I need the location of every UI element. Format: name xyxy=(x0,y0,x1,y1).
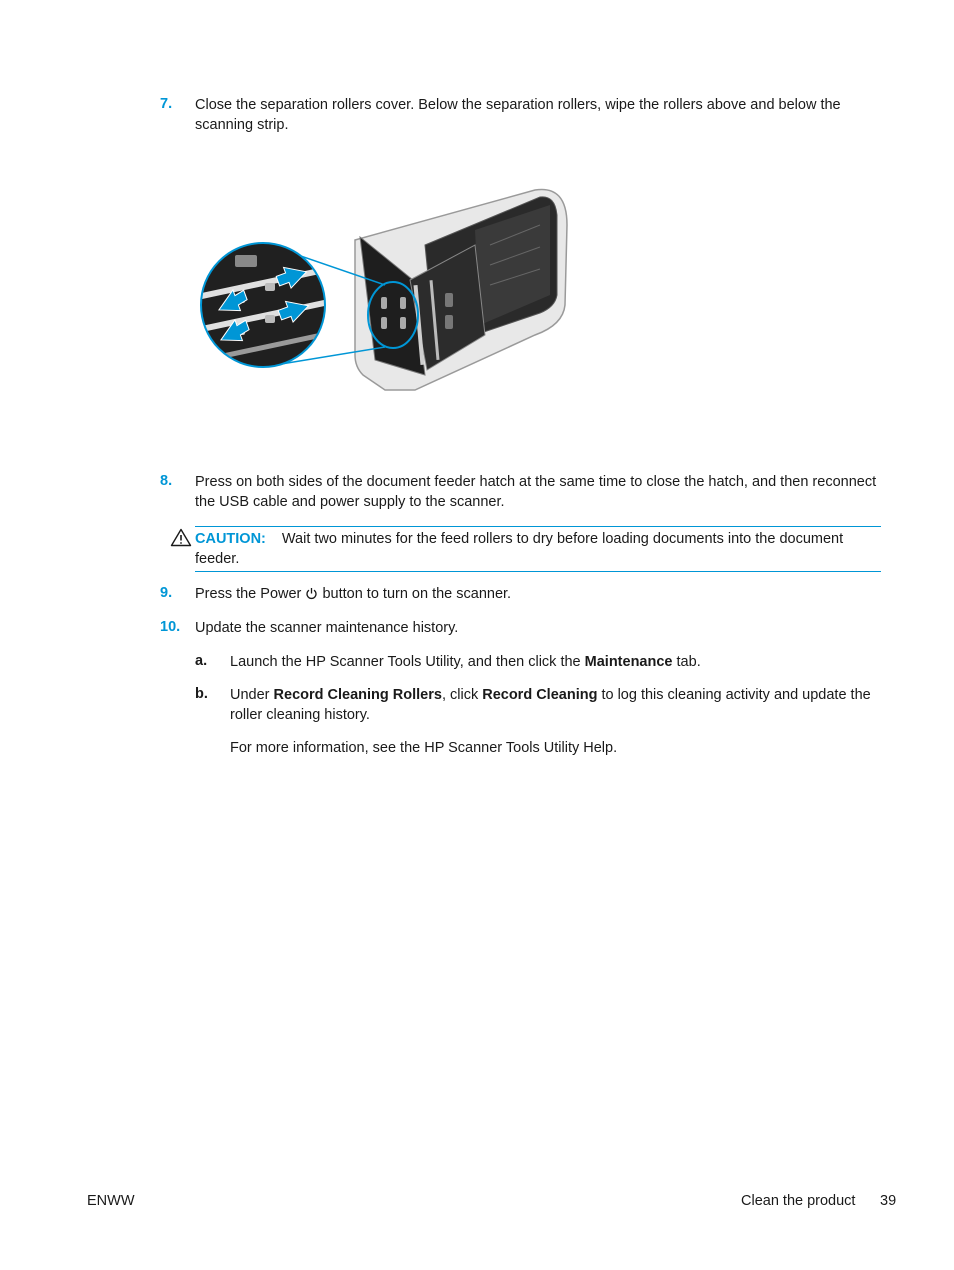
substep-a-letter: a. xyxy=(195,653,208,669)
scanner-rollers-illustration xyxy=(195,185,575,397)
substep-a-after: tab. xyxy=(676,654,701,670)
step-8-text: Press on both sides of the document feeder hatch at the same time to close the hatch, and then reconnect the USB cable and power supply to the scanner. xyxy=(195,474,877,510)
substep-a-before: Launch the HP Scanner Tools Utility, and then click the xyxy=(230,654,581,670)
page-number: 39 xyxy=(880,1193,897,1209)
substep-b-mid: , click xyxy=(441,687,479,703)
step-9-text xyxy=(195,585,885,605)
warning-icon xyxy=(170,528,192,547)
record-cleaning-label: Record Cleaning xyxy=(482,687,598,703)
substep-b-text xyxy=(230,686,880,725)
substep-a-text xyxy=(230,653,880,673)
step-9-text-after: button to turn on the scanner. xyxy=(322,586,512,602)
caution-box xyxy=(195,526,881,572)
step-9-text-before: Press the Power xyxy=(195,586,302,602)
step-9-number: 9. xyxy=(160,585,173,601)
step-7-number: 7. xyxy=(160,96,173,112)
substep-b-note: For more information, see the HP Scanner Tools Utility Help. xyxy=(230,740,618,756)
step-8-number: 8. xyxy=(160,473,173,489)
maintenance-tab-label: Maintenance xyxy=(584,654,673,670)
substep-b-after: to log this cleaning activity and update the roller cleaning history. xyxy=(230,687,871,723)
step-10-text: Update the scanner maintenance history. xyxy=(195,620,459,636)
footer-section: Clean the product xyxy=(741,1193,856,1209)
footer-left: ENWW xyxy=(87,1193,135,1209)
record-cleaning-rollers-label: Record Cleaning Rollers xyxy=(273,687,442,703)
substep-b-letter: b. xyxy=(195,686,208,702)
step-7-text: Close the separation rollers cover. Below the separation rollers, wipe the rollers above and below the scanning strip. xyxy=(195,97,841,133)
power-icon xyxy=(305,587,318,600)
step-10-number: 10. xyxy=(160,619,181,635)
substep-b-before: Under xyxy=(230,687,270,703)
caution-text: Wait two minutes for the feed rollers to dry before loading documents into the document feeder. xyxy=(195,531,844,567)
caution-label: CAUTION: xyxy=(195,531,266,547)
